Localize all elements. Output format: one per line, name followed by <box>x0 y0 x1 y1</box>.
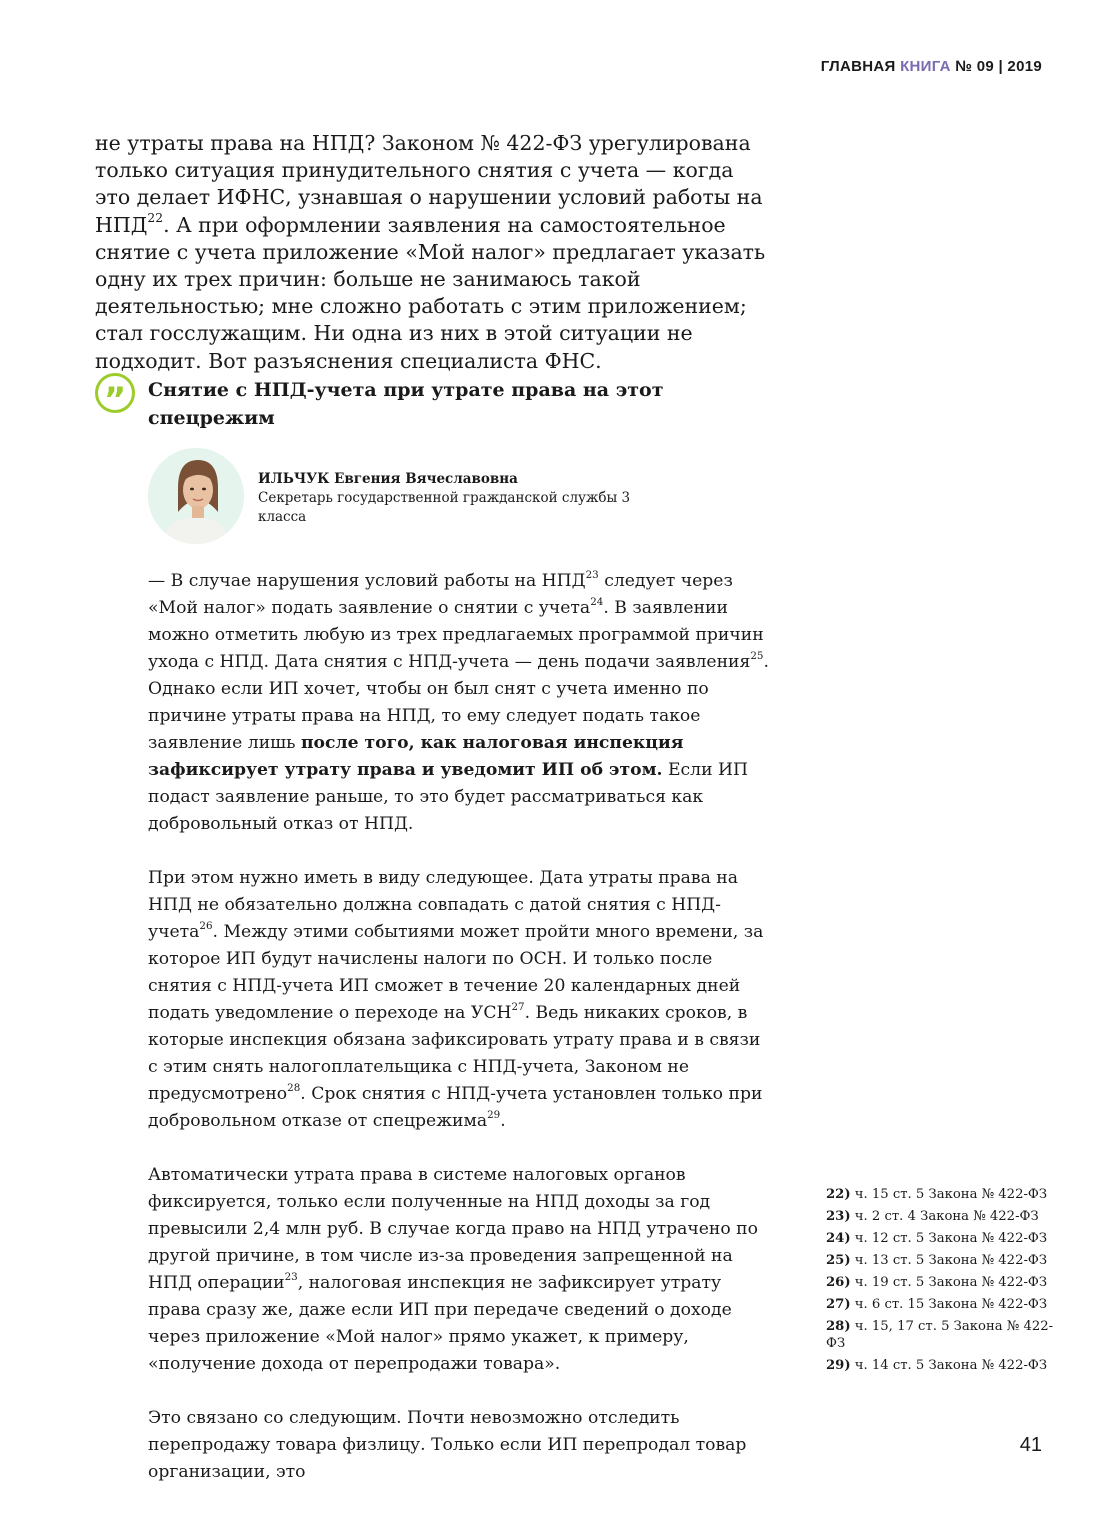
article-body <box>148 568 773 1513</box>
section-title: Снятие с НПД-учета при утрате права на этот спецрежим <box>148 379 664 429</box>
footnote-ref: 23 <box>585 568 599 581</box>
footnote-item: 29) ч. 14 ст. 5 Закона № 422-ФЗ <box>826 1358 1048 1373</box>
issue-number: № 09 | 2019 <box>955 58 1042 75</box>
magazine-title-accent: КНИГА <box>900 58 951 75</box>
body-paragraph-4: Это связано со следующим. Почти невозможно отследить перепродажу товара физлицу. Только если ИП перепродал товар организации, это <box>148 1408 747 1482</box>
footnote-item: 27) ч. 6 ст. 15 Закона № 422-ФЗ <box>826 1297 1048 1312</box>
body-paragraph-2: При этом нужно иметь в виду следующее. Дата утраты права на НПД не обязательно должна совпадать с датой снятия с НПД-учета$^{26}$. Между этими событиями может пройти много времени, за которое ИП будут начислены налоги по ОСН. И только после снятия с НПД-учета ИП сможет в течение 20 календарных дней подать уведомление о переходе на УСН$^{27}$. Ведь никаких сроков, в которые инспекция обязана зафиксировать утрату права и в связи с этим снять налогоплательщика с НПД-учета, Законом не предусмотрено$^{28}$. Срок снятия с НПД-учета установлен только при добровольном отказе от спецрежима$^{29}$. <box>148 868 764 1131</box>
body-paragraph-1: — В случае нарушения условий работы на НПД$^{23}$ следует через «Мой налог» подать заявление о снятии с учета$^{24}$. В заявлении можно отметить любую из трех предлагаемых программой причин ухода с НПД. Дата снятия с НПД-учета — день подачи заявления$^{25}$. Однако если ИП хочет, чтобы он был снят с учета именно по причине утраты права на НПД, то ему следует подать такое заявление лишь после того, как налоговая инспекция зафиксирует утрату права и уведомит ИП об этом. Если ИП подаст заявление раньше, то это будет рассматриваться как добровольный отказ от НПД. <box>148 568 769 834</box>
footnote-ref: 27 <box>511 1000 525 1013</box>
footnote-ref: 22 <box>147 210 164 225</box>
footnote-ref: 24 <box>590 595 604 608</box>
expert-info <box>258 470 678 527</box>
footnote-ref: 28 <box>287 1081 301 1094</box>
quote-icon: ” <box>95 373 135 413</box>
expert-avatar <box>148 448 244 544</box>
footnote-ref: 25 <box>750 649 764 662</box>
footnotes-list <box>826 1186 1056 1379</box>
footnote-item: 26) ч. 19 ст. 5 Закона № 422-ФЗ <box>826 1275 1048 1290</box>
footnote-item: 22) ч. 15 ст. 5 Закона № 422-ФЗ <box>826 1187 1048 1202</box>
footnote-item: 25) ч. 13 ст. 5 Закона № 422-ФЗ <box>826 1253 1048 1268</box>
expert-name: ИЛЬЧУК Евгения Вячеславовна <box>258 471 518 487</box>
page-number: 41 <box>1019 1434 1042 1456</box>
footnote-item: 24) ч. 12 ст. 5 Закона № 422-ФЗ <box>826 1231 1048 1246</box>
emphasis-text: после того, как налоговая инспекция зафиксирует утрату права и уведомит ИП об этом. <box>148 733 684 780</box>
intro-paragraph: не утраты права на НПД? Законом № 422-ФЗ урегулирована только ситуация принудительного снятия с учета — когда это делает ИФНС, узнавшая о нарушении условий работы на НПД$^{22}$. А при оформлении заявления на самостоятельное снятие с учета приложение «Мой налог» предлагает указать одну их трех причин: больше не занимаюсь такой деятельностью; мне сложно работать с этим приложением; стал госслужащим. Ни одна из них в этой ситуации не подходит. Вот разъяснения специалиста ФНС. <box>95 131 766 373</box>
footnote-item: 23) ч. 2 ст. 4 Закона № 422-ФЗ <box>826 1209 1039 1224</box>
magazine-title-main: ГЛАВНАЯ <box>820 58 896 75</box>
expert-portrait-icon <box>148 448 244 544</box>
expert-position: Секретарь государственной гражданской службы 3 класса <box>258 490 631 525</box>
footnote-item: 28) ч. 15, 17 ст. 5 Закона № 422-ФЗ <box>826 1319 1054 1351</box>
magazine-header <box>821 58 1042 75</box>
footnote-ref: 29 <box>487 1108 501 1121</box>
footnote-ref: 26 <box>199 919 213 932</box>
footnote-ref: 23 <box>284 1270 298 1283</box>
body-paragraph-3: Автоматически утрата права в системе налоговых органов фиксируется, только если полученные на НПД доходы за год превысили 2,4 млн руб. В случае когда право на НПД утрачено по другой причине, в том числе из-за проведения запрещенной на НПД операции$^{23}$, налоговая инспекция не зафиксирует утрату права сразу же, даже если ИП при передаче сведений о доходе через приложение «Мой налог» прямо укажет, к примеру, «получение дохода от перепродажи товара». <box>148 1165 758 1374</box>
